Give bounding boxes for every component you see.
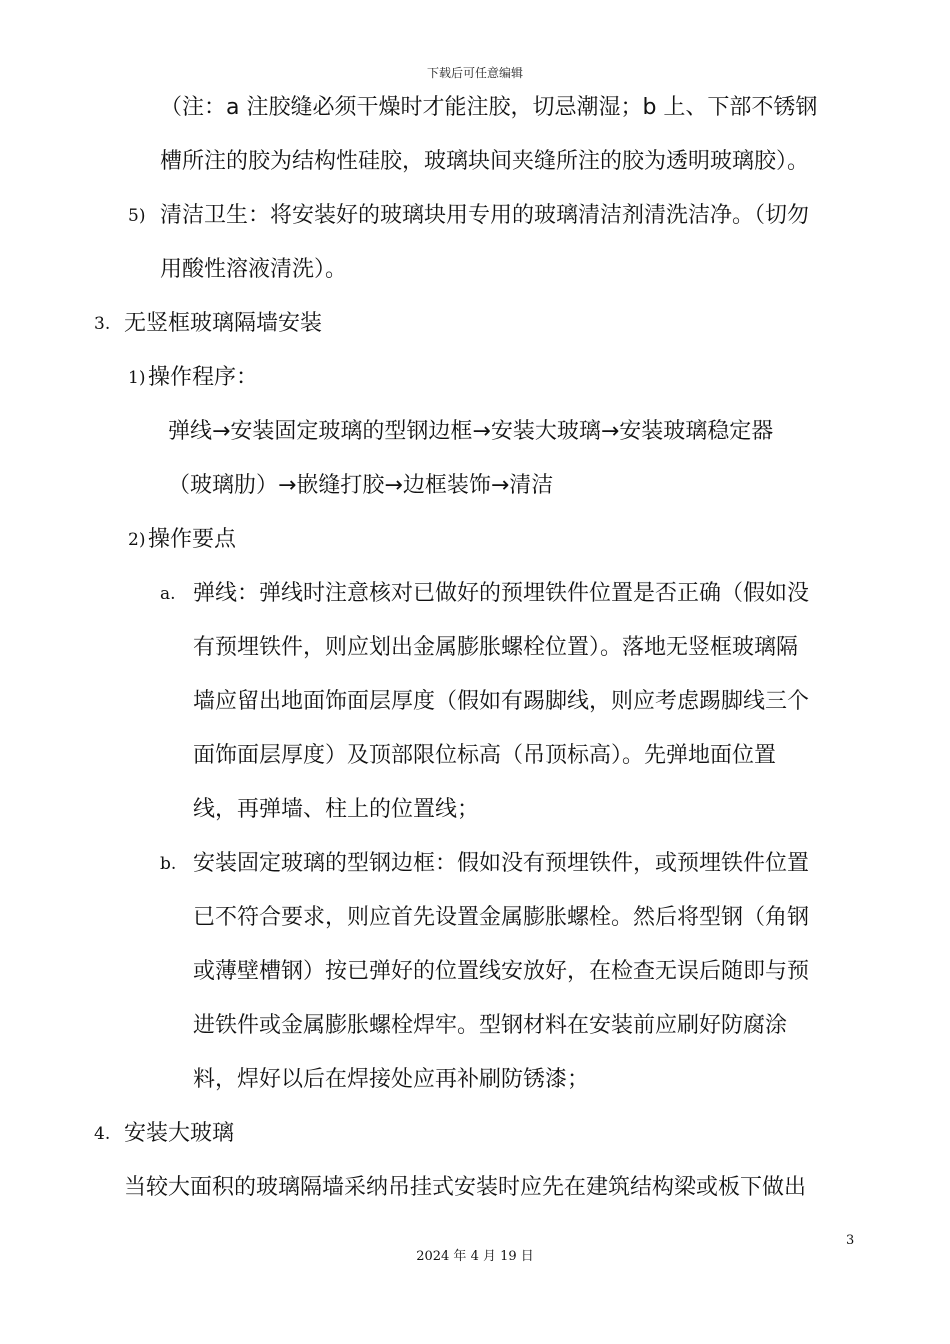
body-line: 进铁件或金属膨胀螺栓焊牢。型钢材料在安装前应刷好防腐涂 [193,1013,788,1038]
body-line: 清洁卫生：将安装好的玻璃块用专用的玻璃清洁剂清洗洁净。（切勿 [160,203,810,228]
list-marker: 2) [128,530,146,550]
body-line: 用酸性溶液清洗）。 [160,257,348,282]
body-line: 当较大面积的玻璃隔墙采纳吊挂式安装时应先在建筑结构梁或板下做出 [124,1175,807,1200]
body-line: 墙应留出地面饰面层厚度（假如有踢脚线，则应考虑踢脚线三个 [193,689,810,714]
list-marker: 4. [94,1124,111,1144]
body-line: 线，再弹墙、柱上的位置线； [193,797,480,822]
body-line: 面饰面层厚度）及顶部限位标高（吊顶标高）。先弹地面位置 [193,743,777,768]
list-marker: a. [160,584,176,604]
body-line: 料，焊好以后在焊接处应再补刷防锈漆； [193,1067,590,1092]
body-line: 已不符合要求，则应首先设置金属膨胀螺栓。然后将型钢（角钢 [193,905,810,930]
body-line: 有预埋铁件，则应划出金属膨胀螺栓位置）。落地无竖框玻璃隔 [193,635,799,660]
subsection-heading: 操作程序： [148,365,259,390]
subsection-heading: 操作要点 [148,527,237,552]
body-line: 槽所注的胶为结构性硅胶，玻璃块间夹缝所注的胶为透明玻璃胶）。 [160,149,810,174]
body-line: 或薄壁槽钢）按已弹好的位置线安放好，在检查无误后随即与预 [193,959,810,984]
body-line: 弹线→安装固定玻璃的型钢边框→安装大玻璃→安装玻璃稳定器 [168,419,774,444]
body-line: （注：a 注胶缝必须干燥时才能注胶，切忌潮湿；b 上、下部不锈钢 [160,95,818,120]
body-line: （玻璃肋）→嵌缝打胶→边框装饰→清洁 [168,473,554,498]
list-marker: 5) [128,206,146,226]
body-line: 安装固定玻璃的型钢边框：假如没有预埋铁件，或预埋铁件位置 [193,851,810,876]
page-number: 3 [846,1233,855,1248]
section-heading: 无竖框玻璃隔墙安装 [124,311,323,336]
section-heading: 安装大玻璃 [124,1121,235,1146]
page-header: 下载后可任意编辑 [426,66,523,80]
list-marker: 1) [128,368,146,388]
page-footer-date: 2024 年 4 月 19 日 [416,1249,534,1264]
body-line: 弹线：弹线时注意核对已做好的预埋铁件位置是否正确（假如没 [193,581,810,606]
list-marker: b. [160,854,177,874]
list-marker: 3. [94,314,111,334]
